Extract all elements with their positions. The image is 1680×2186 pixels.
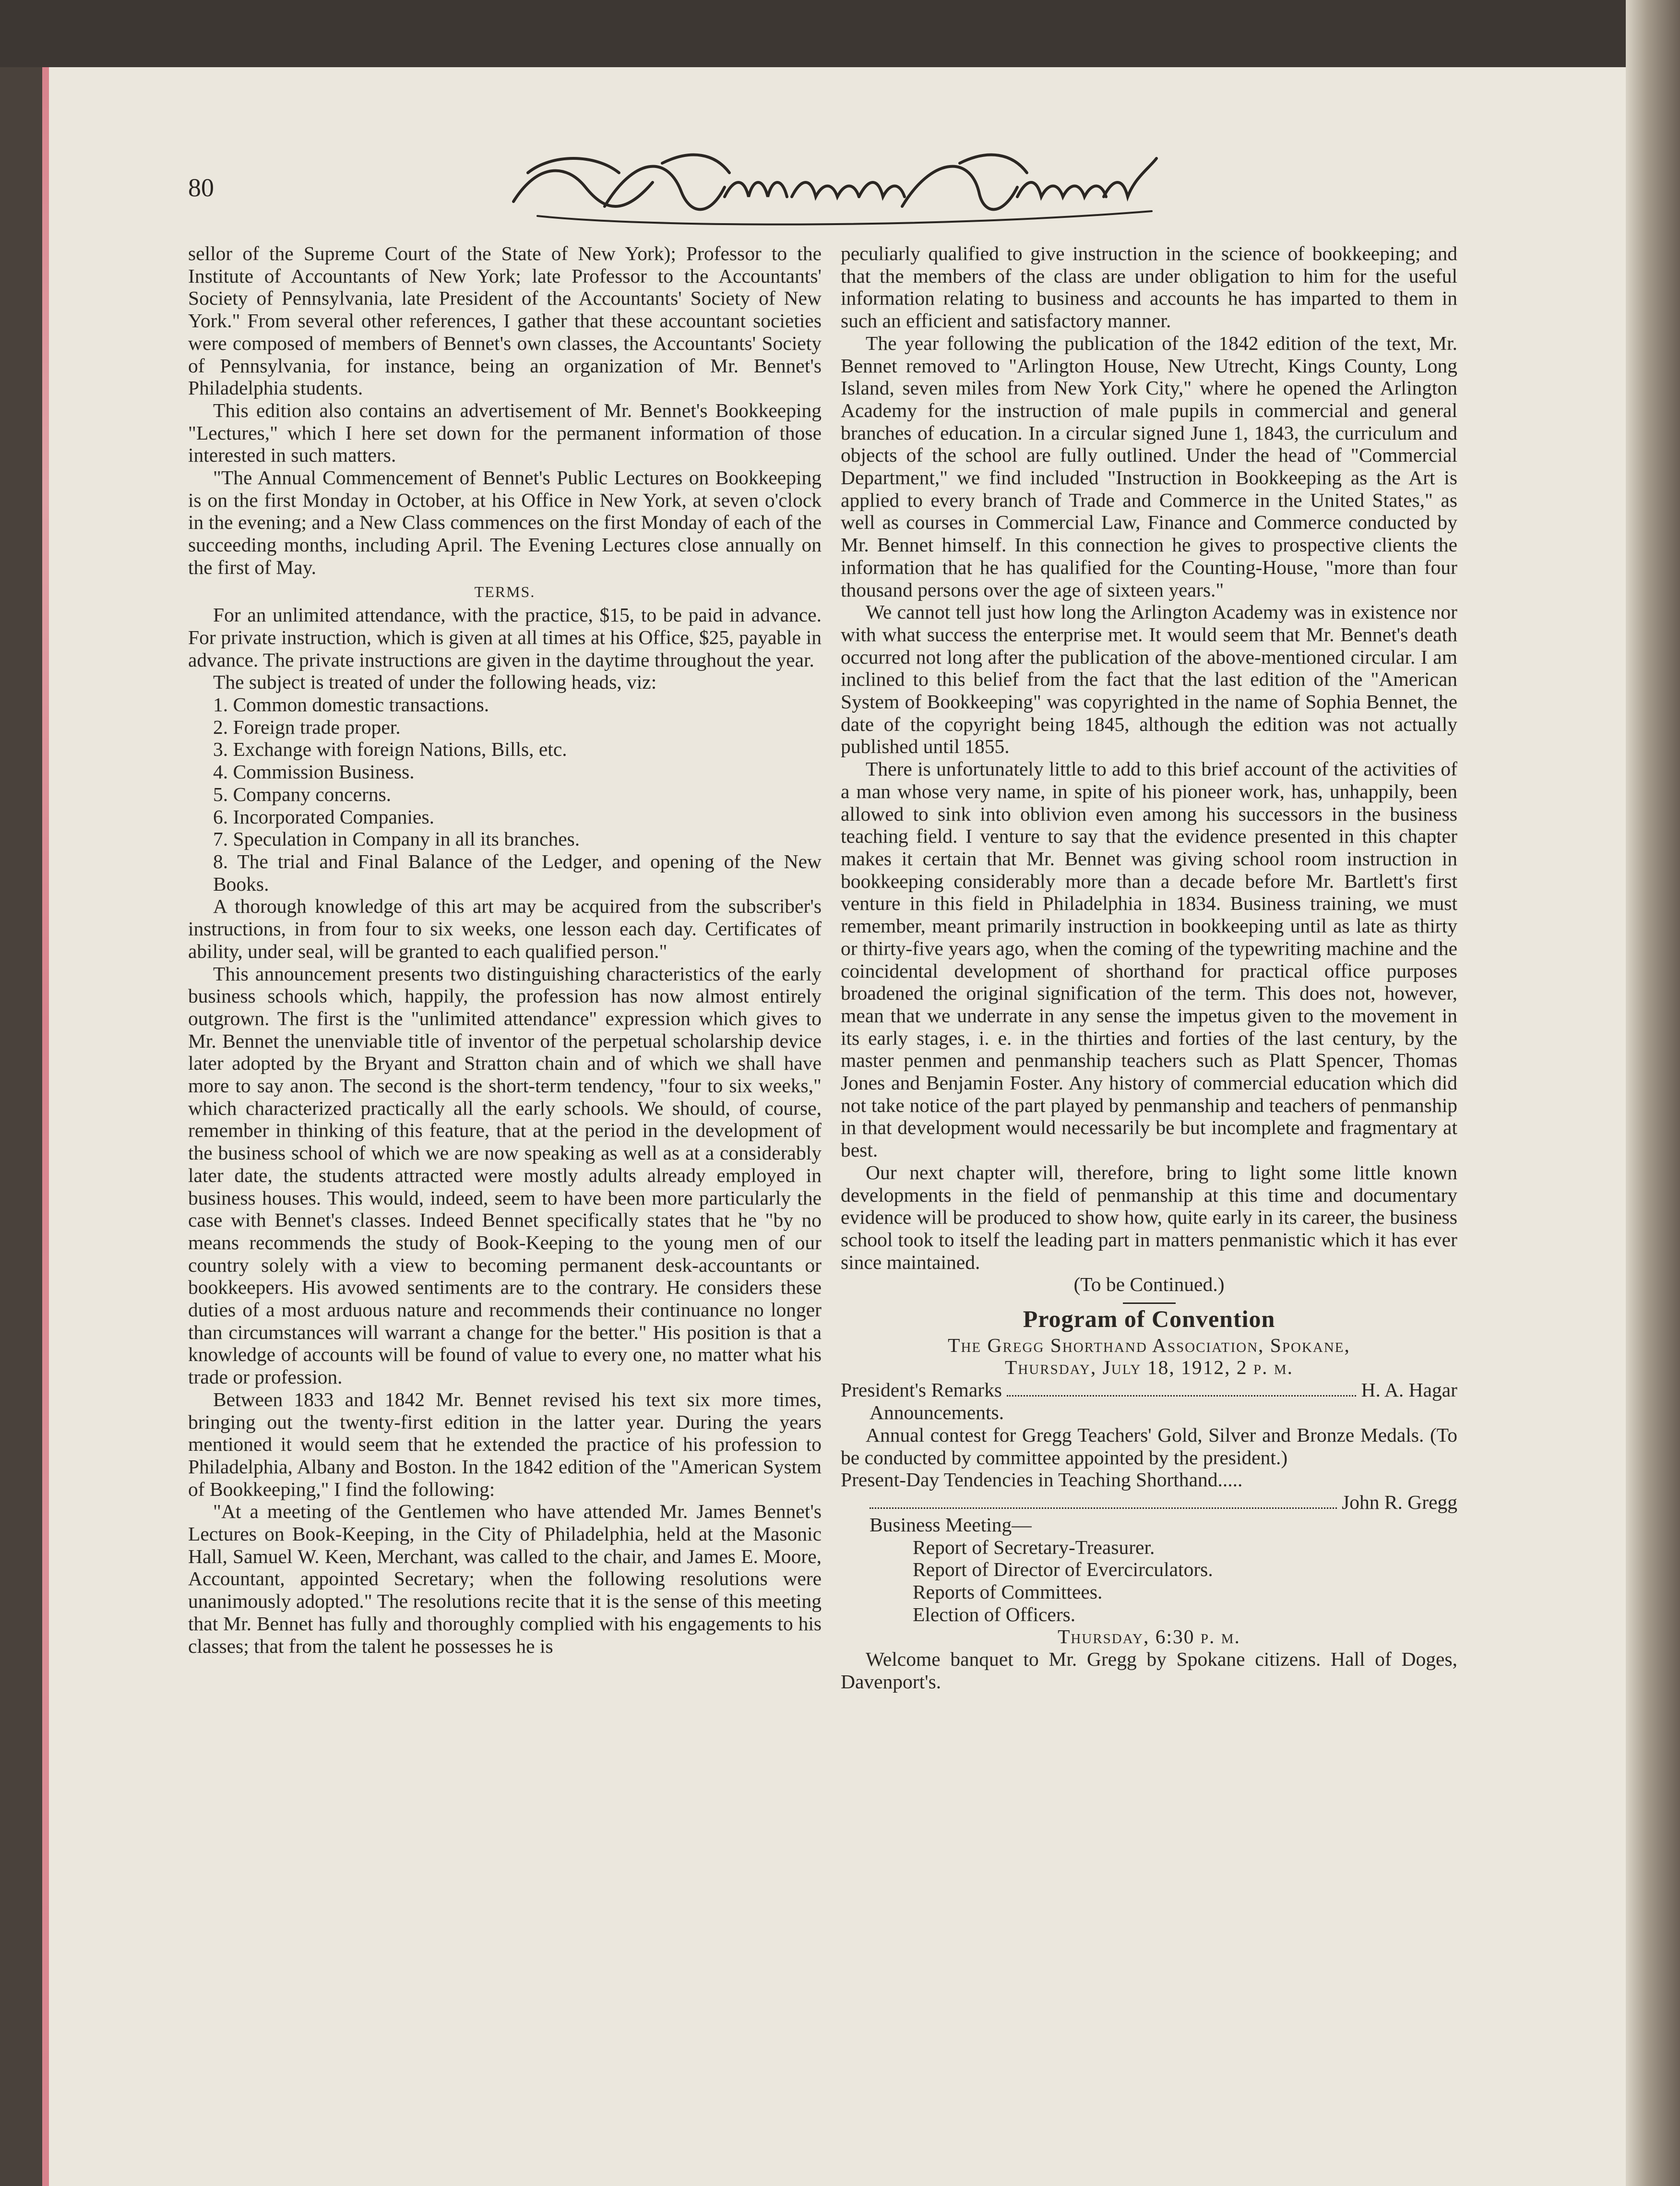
- program-subitem: Reports of Committees.: [913, 1581, 1103, 1603]
- program-title: Program of Convention: [1023, 1305, 1275, 1333]
- scan-background-top: [0, 0, 1626, 67]
- program-organization: The Gregg Shorthand Association, Spokane,: [948, 1334, 1350, 1356]
- paragraph: peculiarly qualified to give instruction in the science of bookkeeping; and that the members of the class are under obligation to him for the useful information relating to business and accounts he has imparted to them in such an efficient and satisfactory manner.: [841, 242, 1457, 332]
- masthead-logo: [509, 144, 1161, 230]
- program-item: [841, 1379, 1457, 1401]
- list-item: 3. Exchange with foreign Nations, Bills, etc.: [213, 738, 567, 761]
- program-date: Thursday, 6:30 p. m.: [1058, 1625, 1240, 1648]
- paragraph: sellor of the Supreme Court of the State of New York); Professor to the Institute of Accountants of New York; late Professor to the Accountants' Society of Pennsylvania, late President of the Accountants' Society of New York." From several other references, I gather that these accountant societies were composed of members of Bennet's own classes, the Accountants' Society of Pennsylvania, for instance, being an organization of Mr. Bennet's Philadelphia students.: [188, 242, 822, 399]
- program-item: Annual contest for Gregg Teachers' Gold, Silver and Bronze Medals. (To be conducted by committee appointed by the president.): [841, 1423, 1457, 1469]
- list-item: 6. Incorporated Companies.: [213, 805, 434, 828]
- program-item: Welcome banquet to Mr. Gregg by Spokane citizens. Hall of Doges, Davenport's.: [841, 1648, 1457, 1693]
- page-binding-edge: [42, 67, 49, 2186]
- paragraph: This edition also contains an advertisement of Mr. Bennet's Bookkeeping "Lectures," which I here set down for the permanent information of those interested in such matters.: [188, 399, 822, 466]
- dot-leader: [870, 1507, 1337, 1509]
- right-text-column: [841, 242, 1457, 1693]
- program-item: Present-Day Tendencies in Teaching Shorthand.....: [841, 1469, 1243, 1491]
- masthead-script-logo: [509, 144, 1161, 230]
- dot-leader: [1007, 1395, 1356, 1397]
- list-item: 4. Commission Business.: [213, 761, 415, 783]
- program-subitem: Election of Officers.: [913, 1603, 1076, 1625]
- to-be-continued: (To be Continued.): [1073, 1273, 1225, 1296]
- paragraph: This announcement presents two distinguishing characteristics of the early business schools which, happily, the profession has now almost entirely outgrown. The first is the "unlimited attendance" expression which gives to Mr. Bennet the unenviable title of inventor of the perpetual scholarship device later adopted by the Bryant and Stratton chain and of which we shall have more to say anon. The second is the short-term tendency, "four to six weeks," which characterized practically all the early schools. We should, of course, remember in thinking of this feature, that at the period in the development of the business school of which we are now speaking as well as at a considerably later date, the students attracted were mostly adults already employed in business houses. This would, indeed, seem to have been more particularly the case with Bennet's classes. Indeed Bennet specifically states that he "by no means recommends the study of Book-Keeping to the young men of our country solely with a view to becoming permanent desk-accountants or bookkeepers. His avowed sentiments are to the contrary. He considers these duties of a most arduous nature and recommends their continuance no longer than circumstances will warrant a change for the better." His position is that a knowledge of accounts will be found of value to every one, no matter what his trade or profession.: [188, 962, 822, 1388]
- left-text-column: [188, 242, 822, 1657]
- program-speaker: H. A. Hagar: [1361, 1379, 1457, 1401]
- program-item: Business Meeting—: [870, 1513, 1032, 1536]
- list-item: 7. Speculation in Company in all its branches.: [213, 828, 580, 850]
- subject-list: [188, 693, 822, 895]
- paragraph: Our next chapter will, therefore, bring to light some little known developments in the field of penmanship at this time and documentary evidence will be produced to show how, quite early in its career, the business school took to itself the leading part in matters penmanistic which it has ever since maintained.: [841, 1161, 1457, 1273]
- program-item-label: President's Remarks: [841, 1379, 1002, 1401]
- list-item: 5. Company concerns.: [213, 783, 392, 805]
- quote-paragraph: "The Annual Commencement of Bennet's Public Lectures on Bookkeeping is on the first Monday in October, at his Office in New York, at seven o'clock in the evening; and a New Class commences on the first Monday of each of the succeeding months, including April. The Evening Lectures close annually on the first of May.: [188, 466, 822, 578]
- terms-heading: TERMS.: [474, 583, 536, 600]
- paragraph: Between 1833 and 1842 Mr. Bennet revised his text six more times, bringing out the twenty-first edition in the latter year. During the years mentioned it would seem that he extended the practice of his profession to Philadelphia, Albany and Boston. In the 1842 edition of the "American System of Bookkeeping," I find the following:: [188, 1388, 822, 1500]
- list-item: 8. The trial and Final Balance of the Ledger, and opening of the New Books.: [213, 850, 822, 895]
- program-speaker: John R. Gregg: [1342, 1491, 1457, 1513]
- paragraph: For an unlimited attendance, with the practice, $15, to be paid in advance. For private instruction, which is given at all times at his Office, $25, payable in advance. The private instructions are given in the daytime throughout the year.: [188, 604, 822, 671]
- program-date: Thursday, July 18, 1912, 2 p. m.: [1004, 1356, 1293, 1379]
- section-divider: [1123, 1302, 1176, 1304]
- program-subitem: Report of Secretary-Treasurer.: [913, 1536, 1155, 1558]
- paragraph: The subject is treated of under the following heads, viz:: [213, 671, 657, 693]
- program-subitem: Report of Director of Evercirculators.: [913, 1558, 1213, 1581]
- book-spine-edge: [1626, 0, 1680, 2186]
- page-number: 80: [188, 173, 214, 202]
- paragraph: A thorough knowledge of this art may be acquired from the subscriber's instructions, in from four to six weeks, one lesson each day. Certificates of ability, under seal, will be granted to each qualified person.": [188, 895, 822, 962]
- program-item: Announcements.: [870, 1401, 1004, 1424]
- paragraph: We cannot tell just how long the Arlington Academy was in existence nor with what success the enterprise met. It would seem that Mr. Bennet's death occurred not long after the publication of the above-mentioned circular. I am inclined to this belief from the fact that the last edition of the "American System of Bookkeeping" was copyrighted in the name of Sophia Bennet, the date of the copyright being 1845, although the edition was not actually published until 1855.: [841, 601, 1457, 758]
- paragraph: "At a meeting of the Gentlemen who have attended Mr. James Bennet's Lectures on Book-Keeping, in the City of Philadelphia, held at the Masonic Hall, Samuel W. Keen, Merchant, was called to the chair, and James E. Moore, Accountant, appointed Secretary; when the following resolutions were unanimously adopted." The resolutions recite that it is the sense of this meeting that Mr. Bennet has fully and thoroughly complied with his engagements to his classes; that from the talent he possesses he is: [188, 1500, 822, 1657]
- paragraph: The year following the publication of the 1842 edition of the text, Mr. Bennet removed to "Arlington House, New Utrecht, Kings County, Long Island, seven miles from New York City," where he opened the Arlington Academy for the instruction of male pupils in commercial and general branches of education. In a circular signed June 1, 1843, the curriculum and objects of the school are fully outlined. Under the head of "Commercial Department," we find included "Instruction in Bookkeeping as the Art is applied to every branch of Trade and Commerce in the United States," as well as courses in Commercial Law, Finance and Commerce conducted by Mr. Bennet himself. In this connection he gives to prospective clients the information that he has qualified for the Counting-House, "more than four thousand persons over the age of sixteen years.": [841, 332, 1457, 601]
- list-item: 2. Foreign trade proper.: [213, 716, 401, 738]
- program-item-speaker-line: [841, 1491, 1457, 1514]
- paragraph: There is unfortunately little to add to this brief account of the activities of a man whose very name, in spite of his pioneer work, has, unhappily, been allowed to sink into oblivion even among his successors in the business teaching field. I venture to say that the evidence presented in this chapter makes it certain that Mr. Bennet was giving school room instruction in bookkeeping considerably more than a decade before Mr. Bartlett's first venture in this field in Philadelphia in 1834. Business training, we must remember, meant primarily instruction in bookkeeping until as late as thirty or thirty-five years ago, when the coming of the typewriting machine and the coincidental development of shorthand for practical office purposes broadened the original signification of the term. This does not, however, mean that we underrate in any sense the impetus given to the movement in its early stages, i. e. in the thirties and forties of the last century, by the master penmen and penmanship teachers such as Platt Spencer, Thomas Jones and Benjamin Foster. Any history of commercial education which did not take notice of the part played by penmanship and teachers of penmanship in that development would necessarily be but incomplete and fragmentary at best.: [841, 758, 1457, 1161]
- list-item: 1. Common domestic transactions.: [213, 693, 489, 716]
